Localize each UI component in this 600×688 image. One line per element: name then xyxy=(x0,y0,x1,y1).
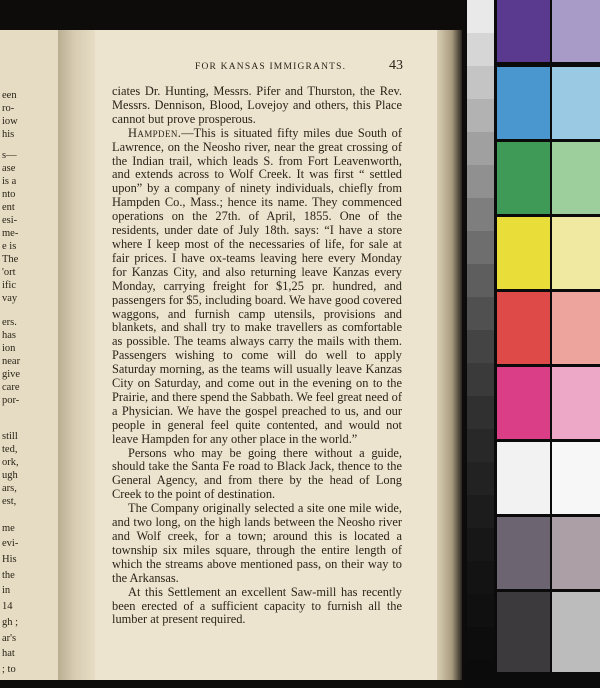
color-swatch xyxy=(497,367,550,439)
facing-page-fragment-text: ent xyxy=(2,202,15,213)
gray-step-swatch xyxy=(467,231,494,264)
facing-page-fragment-text: has xyxy=(2,330,16,341)
color-swatch xyxy=(497,592,550,672)
gray-step-swatch xyxy=(467,627,494,660)
facing-page-fragment-text: is a xyxy=(2,176,17,187)
gray-step-swatch xyxy=(467,66,494,99)
gray-step-swatch xyxy=(467,396,494,429)
color-swatch xyxy=(552,142,600,214)
facing-page-fragment-text: ted, xyxy=(2,444,18,455)
facing-page-fragment-text: ; to xyxy=(2,664,16,675)
facing-page-fragment-text: s— xyxy=(2,150,17,161)
color-swatch xyxy=(552,442,600,514)
facing-page-fragment-text: give xyxy=(2,369,21,380)
gray-step-swatch xyxy=(467,264,494,297)
gray-step-swatch xyxy=(467,495,494,528)
color-swatch xyxy=(497,217,550,289)
gray-step-swatch xyxy=(467,561,494,594)
facing-page-fragment-text: ork, xyxy=(2,457,19,468)
facing-page-fragment-text: ers. xyxy=(2,317,17,328)
page-number: 43 xyxy=(389,58,403,73)
company-paragraph: The Company originally selected a site one mile wide, and two long, on the high lands between the Neosho river and Wolf creek, for a town; around this is located a township six miles square, through the entire length of which the streams above mentioned pass, on their way to the Arkansas. xyxy=(112,501,402,585)
gray-step-swatch xyxy=(467,429,494,462)
facing-page-fragment-text: me xyxy=(2,523,15,534)
running-head: FOR KANSAS IMMIGRANTS. xyxy=(195,62,347,72)
facing-page-fragment-text: ion xyxy=(2,343,16,354)
facing-page-fragment-text: ific xyxy=(2,280,16,291)
facing-page-fragment-text: e is xyxy=(2,241,17,252)
gray-step-swatch xyxy=(467,528,494,561)
gray-step-swatch xyxy=(467,165,494,198)
color-swatch xyxy=(497,0,550,62)
gray-step-swatch xyxy=(467,594,494,627)
opening-lines xyxy=(112,85,402,127)
facing-page-fragment-text: vay xyxy=(2,293,18,304)
gray-step-swatch xyxy=(467,462,494,495)
color-swatch xyxy=(497,442,550,514)
facing-page-fragment-text: The xyxy=(2,254,19,265)
facing-page-fragment-text: gh ; xyxy=(2,617,19,628)
facing-page-fragment-text: 14 xyxy=(2,601,13,612)
facing-page-fragment-text: por- xyxy=(2,395,20,406)
facing-page-fragment-text: evi- xyxy=(2,538,19,549)
hampden-text: —This is situated fifty miles due South of Lawrence, on the Neosho river, near the great crossing of the Indian trail, which leads S. from Fort Leavenworth, and extends across to Wolf Creek. It was first “ settled upon” by a company of ninety individuals, chiefly from Hampden Co., Mass.; hence its name. They commenced operations on the 27th. of April, 1855. One of the residents, under date of July 18th. says: “I have a store where I keep most of the necessaries of life, for sale at fair prices. I have ox-teams leaving here every Monday for Kanzas City, and also returning leave Kanzas every Monday, carrying freight for $1,25 pr. hundred, and passengers for $5, including board. We have good covered waggons, and furnish camp utensils, provisions and blankets, and shall try to make travellers as comfortable as possible. The teams always carry the mails with them. Passengers wishing to come will do well to apply Saturday morning, as the teams will usually leave Kanzas City on Saturday, and come out in the evening on to the Prairie, and there spend the Sabbath. We feel great need of a Physician. We have the gospel preached to us, and our people in general feel quite contented, and would not leave Hampden for any other place in the world.” xyxy=(112,125,402,446)
color-swatch xyxy=(552,217,600,289)
color-swatch xyxy=(552,292,600,364)
line-3: Place cannot but prove prosperous. xyxy=(112,97,402,126)
facing-page-fragment-text: me- xyxy=(2,228,19,239)
facing-page-fragment xyxy=(0,30,60,680)
page-edge xyxy=(437,30,462,680)
color-swatch xyxy=(552,67,600,139)
facing-page-fragment-text: His xyxy=(2,554,17,565)
facing-page-fragment-text: een xyxy=(2,90,17,101)
facing-page-fragment-text: 'ort xyxy=(2,267,16,278)
color-swatch xyxy=(497,517,550,589)
facing-page-fragment-text: est, xyxy=(2,496,17,507)
facing-page-fragment-text: ars, xyxy=(2,483,17,494)
facing-page-fragment-text: care xyxy=(2,382,20,393)
color-swatch xyxy=(497,292,550,364)
facing-page-fragment-text: ro- xyxy=(2,103,15,114)
color-swatch xyxy=(552,367,600,439)
hampden-heading: Hampden. xyxy=(128,125,182,140)
gray-step-swatch xyxy=(467,363,494,396)
color-swatch xyxy=(552,592,600,672)
guide-paragraph: Persons who may be going there without a guide, should take the Santa Fe road to Black Jack, thence to the General Agency, and from there by the head of Long Creek to the point of destination. xyxy=(112,445,402,502)
facing-page-fragment-text: esi- xyxy=(2,215,18,226)
hampden-paragraph xyxy=(112,127,402,447)
gray-step-swatch xyxy=(467,297,494,330)
color-swatch xyxy=(497,142,550,214)
color-swatch xyxy=(552,517,600,589)
facing-page-fragment-text: ase xyxy=(2,163,16,174)
facing-page-fragment-text: iow xyxy=(2,116,18,127)
book-gutter xyxy=(58,30,98,680)
gray-step-swatch xyxy=(467,132,494,165)
gray-step-swatch xyxy=(467,33,494,66)
gray-step-swatch xyxy=(467,198,494,231)
sawmill-paragraph: At this Settlement an excellent Saw-mill has recently been erected of a sufficient capacity to furnish all the lumber at present required. xyxy=(112,584,402,627)
facing-page-fragment-text: near xyxy=(2,356,21,367)
color-swatch xyxy=(497,67,550,139)
facing-page-fragment-text: still xyxy=(2,431,18,442)
gray-step-swatch xyxy=(467,330,494,363)
page-body xyxy=(112,85,402,627)
facing-page-fragment-text: ar's xyxy=(2,633,17,644)
gray-step-swatch xyxy=(467,0,494,33)
facing-page-fragment-text: ugh xyxy=(2,470,18,481)
facing-page-fragment-text: the xyxy=(2,570,15,581)
facing-page-fragment-text: hat xyxy=(2,648,15,659)
gray-step-swatch xyxy=(467,99,494,132)
facing-page-fragment-text: his xyxy=(2,129,15,140)
line-1: ciates Dr. Hunting, Messrs. Pifer and Thurston, the xyxy=(112,84,376,98)
line-2: Rev. Messrs. Dennison, Blood, Lovejoy and others, this xyxy=(112,84,402,112)
color-swatch xyxy=(552,0,600,62)
facing-page-fragment-text: nto xyxy=(2,189,16,200)
facing-page-fragment-text: in xyxy=(2,585,11,596)
